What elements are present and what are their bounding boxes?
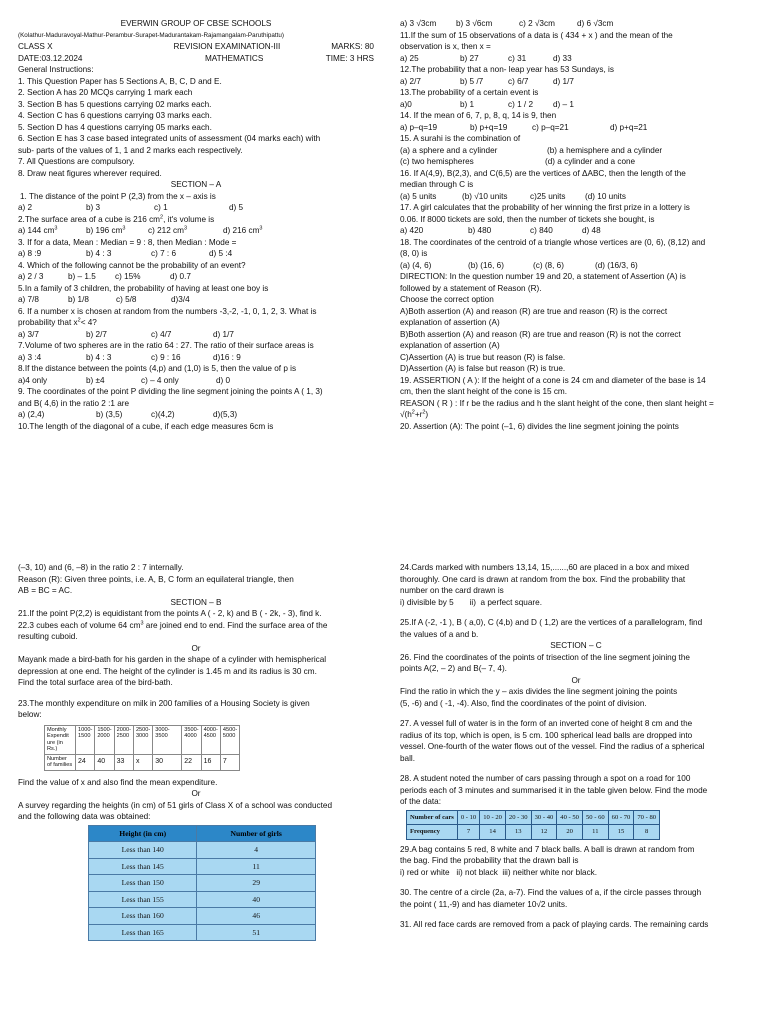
- question-20: 20. Assertion (A): The point (–1, 6) divides the line segment joining the points: [400, 421, 679, 431]
- table-cell: 2000-2500: [114, 725, 133, 754]
- table-cell: x: [133, 754, 152, 770]
- option: b) 1/8: [68, 295, 89, 304]
- question-26-alt: (5, -6) and ( -1, -4). Also, find the coordinates of the point of division.: [400, 698, 647, 708]
- question-7: 7.Volume of two spheres are in the ratio 64 : 27. The ratio of their surface areas is: [18, 341, 314, 350]
- option: c) 6/7: [508, 76, 529, 86]
- question-24-line3: number on the card drawn is: [400, 586, 504, 595]
- superscript: 2: [160, 213, 164, 220]
- option: a) 3 :4: [18, 352, 42, 362]
- table-cell: 29: [197, 875, 316, 892]
- question-9: 9. The coordinates of the point P dividing the line segment joining the points A ( 1, 3): [18, 387, 323, 396]
- table-cell: 70 - 80: [634, 810, 660, 825]
- table-cell: Less than 165: [89, 924, 197, 941]
- table-cell: 40: [95, 754, 114, 770]
- page2-right-column: [400, 562, 752, 931]
- option: (d) 10 units: [585, 191, 626, 201]
- question-27-line3: vessel. One-fourth of the water flows out of the vessel. Find the radius of a spherical: [400, 742, 705, 751]
- table-cell: 11: [582, 825, 608, 840]
- question-15: 15. A surahi is the combination of: [400, 134, 521, 143]
- table-cell: 8: [634, 825, 660, 840]
- question-15-options-2: [400, 156, 752, 168]
- question-6: 6. If a number x is chosen at random from the numbers -3,-2, -1, 0, 1, 2, 3. What is: [18, 306, 317, 316]
- table-header: Height (in cm): [89, 825, 197, 842]
- table-cell: 1500-2000: [95, 725, 114, 754]
- table-header-row: [89, 825, 316, 842]
- question-15-options-1: [400, 145, 752, 157]
- question-22: [18, 620, 374, 632]
- table-cell: 40: [197, 891, 316, 908]
- table-cell: 40 - 50: [557, 810, 583, 825]
- option: (c) (8, 6): [533, 260, 564, 270]
- table-row: [45, 725, 240, 754]
- table-cell: 22: [182, 754, 201, 770]
- table-cell: 7: [457, 825, 479, 840]
- question-1: 1. The distance of the point P (2,3) from the x – axis is: [20, 191, 216, 201]
- question-17-line2: 0.06. If 8000 tickets are sold, then the number of tickets she bought, is: [400, 214, 655, 224]
- question-7-options: [18, 352, 374, 364]
- marks-label: MARKS: 80: [331, 42, 374, 51]
- question-28: 28. A student noted the number of cars passing through a spot on a road for 100: [400, 774, 691, 783]
- option: c) 5/8: [116, 295, 137, 304]
- option: [148, 225, 223, 237]
- option: [86, 225, 148, 237]
- or-separator: Or: [191, 789, 201, 798]
- question-29-line2: the bag. Find the probability that the drawn ball is: [400, 856, 579, 865]
- assertion-option-d: D)Assertion (A) is false but reason (R) is true.: [400, 364, 566, 373]
- question-6-options: [18, 329, 374, 341]
- question-20-cont: (–3, 10) and (6, –8) in the ratio 2 : 7 internally.: [18, 563, 184, 572]
- option: (b) (16, 6): [468, 260, 504, 270]
- question-16: 16. If A(4,9), B(2,3), and C(6,5) are the vertices of ΔABC, then the length of the: [400, 168, 686, 178]
- option: c) 15%: [115, 272, 141, 281]
- option: d)16 : 9: [213, 352, 241, 362]
- subject-label: MATHEMATICS: [204, 53, 264, 63]
- option: d) – 1: [553, 99, 574, 109]
- question-28-line3: of the data:: [400, 797, 441, 806]
- table-cell: 4500-5000: [220, 725, 239, 754]
- question-19-line2: cm, then the slant height of the cone is 15 cm.: [400, 387, 568, 396]
- option: (d) (16/3, 6): [595, 260, 638, 270]
- question-3-options: [18, 248, 374, 260]
- table-header: Number of cars: [407, 810, 458, 825]
- option: b) 3: [86, 203, 101, 212]
- option: b) 1: [460, 99, 475, 109]
- question-10: 10.The length of the diagonal of a cube, if each edge measures 6cm is: [18, 421, 274, 431]
- superscript: 2: [422, 409, 426, 416]
- school-name: EVERWIN GROUP OF CBSE SCHOOLS: [120, 19, 272, 28]
- option: (d) a cylinder and a cone: [545, 157, 636, 166]
- option: (b) √10 units: [462, 191, 508, 201]
- section-b-heading: SECTION – B: [170, 597, 222, 607]
- option: c) 4/7: [151, 329, 172, 339]
- option: c) p–q=21: [532, 122, 569, 132]
- question-2-text-end: , it's volume is: [163, 214, 215, 224]
- option: b) ±4: [86, 375, 105, 385]
- question-2-options: [18, 225, 374, 237]
- option: (a) a sphere and a cylinder: [400, 145, 498, 155]
- question-8-options: [18, 375, 374, 387]
- instruction-line: 6. Section E has 3 case based integrated units of assessment (04 marks each) with: [18, 134, 321, 143]
- exam-label: REVISION EXAMINATION-III: [173, 42, 281, 51]
- question-19-reason: REASON ( R ) : If r be the radius and h the slant height of the cone, then slant height =: [400, 398, 714, 408]
- option: c) 9 : 16: [151, 352, 181, 362]
- option: b) 4 : 3: [86, 249, 112, 258]
- question-25: 25.If A (-2, -1 ), B ( a,0), C (4,b) and D ( 1,2) are the vertices of a parallelogram, find: [400, 618, 703, 627]
- or-separator: Or: [571, 675, 581, 685]
- superscript: 2: [411, 409, 415, 416]
- or-separator: Or: [191, 643, 201, 653]
- formula-part: ): [425, 410, 429, 419]
- option: (a) (4, 6): [400, 260, 432, 270]
- school-branches: (Kolathur-Maduravoyal-Mathur-Perambur-Surapet-Madurantakam-Rajamangalam-Paruthipattu): [18, 31, 284, 39]
- table-row: [407, 825, 660, 840]
- option: d) 5: [229, 203, 244, 212]
- option: a) 420: [400, 226, 424, 235]
- option: b) 3 √6cm: [456, 19, 493, 28]
- cars-frequency-table: [406, 810, 660, 840]
- question-16-options: [400, 191, 752, 203]
- table-cell: Less than 160: [89, 908, 197, 925]
- question-18-options: [400, 260, 752, 272]
- question-26-alt: Find the ratio in which the y – axis divides the line segment joining the points: [400, 687, 678, 696]
- question-27: 27. A vessel full of water is in the form of an inverted cone of height 8 cm and the: [400, 719, 693, 728]
- instruction-line: 7. All Questions are compulsory.: [18, 157, 135, 166]
- option: (c) two hemispheres: [400, 157, 474, 166]
- section-a-heading: SECTION – A: [170, 180, 222, 189]
- option: a) 3 √3cm: [400, 19, 437, 28]
- option: a) 2 / 3: [18, 272, 44, 281]
- question-14-options: [400, 122, 752, 134]
- superscript: 2: [77, 317, 81, 324]
- option: [18, 225, 86, 237]
- option: d) 48: [582, 226, 601, 235]
- table-cell: 0 - 10: [457, 810, 479, 825]
- table-header: Number of girls: [197, 825, 316, 842]
- table-cell: 3500-4000: [182, 725, 201, 754]
- question-29: 29.A bag contains 5 red, 8 white and 7 black balls. A ball is drawn at random from: [400, 844, 695, 854]
- question-23-ask: Find the value of x and also find the mean expenditure.: [18, 777, 218, 787]
- table-cell: 11: [197, 858, 316, 875]
- table-cell: 16: [201, 754, 220, 770]
- question-12: 12.The probability that a non- leap year has 53 Sundays, is: [400, 65, 614, 74]
- instructions-title: General Instructions:: [18, 65, 94, 74]
- header-row-2: [18, 53, 374, 65]
- option: d) 1/7: [553, 76, 574, 86]
- option: d) 5 :4: [209, 249, 233, 258]
- question-6-line2: [18, 317, 374, 329]
- superscript: 3: [183, 225, 188, 232]
- option: d) 0: [216, 375, 231, 385]
- question-22-alt: Find the total surface area of the bird-bath.: [18, 678, 173, 687]
- table-cell: Less than 140: [89, 842, 197, 859]
- option: d)3/4: [171, 295, 190, 304]
- table-cell: 7: [220, 754, 239, 770]
- formula-part: +r: [414, 410, 423, 419]
- question-19: 19. ASSERTION ( A ): If the height of a cone is 24 cm and diameter of the base is 14: [400, 375, 706, 385]
- table-cell: 30 - 40: [531, 810, 557, 825]
- question-6-text: probability that x: [18, 318, 78, 327]
- option: a) 8 :9: [18, 249, 42, 258]
- question-26-line2: points A(2, – 2) and B(– 7, 4).: [400, 664, 507, 673]
- question-10-options: [400, 18, 752, 30]
- question-13-options: [400, 99, 752, 111]
- question-23-line2: below:: [18, 710, 42, 719]
- superscript: 3: [122, 225, 126, 232]
- table-row: [89, 924, 316, 941]
- option: b) 4 : 3: [86, 352, 112, 362]
- table-cell: 3000-3500: [153, 725, 182, 754]
- question-21: 21.If the point P(2,2) is equidistant from the points A ( - 2, k) and B ( - 2k, - 3), find k.: [18, 609, 322, 618]
- question-1-options: [18, 202, 374, 214]
- question-4-options: [18, 271, 374, 283]
- option: c)25 units: [530, 191, 566, 201]
- option: d) p+q=21: [610, 122, 648, 132]
- option: [223, 225, 262, 237]
- table-row: [89, 908, 316, 925]
- assertion-option-a-cont: explanation of assertion (A): [400, 318, 500, 327]
- assertion-option-b-cont: explanation of assertion (A): [400, 341, 500, 350]
- question-27-line4: ball.: [400, 753, 416, 763]
- table-cell: 1000-1500: [76, 725, 95, 754]
- direction-line: DIRECTION: In the question number 19 and 20, a statement of Assertion (A) is: [400, 272, 686, 281]
- question-9-options: [18, 409, 374, 421]
- option: a) 7/8: [18, 295, 39, 304]
- time-label: TIME: 3 HRS: [325, 53, 374, 63]
- question-8: 8.If the distance between the points (4,p) and (1,0) is 5, then the value of p is: [18, 364, 297, 373]
- option: c) 1 / 2: [508, 99, 534, 109]
- table-row: [45, 754, 240, 770]
- question-24: 24.Cards marked with numbers 13,14, 15,......,60 are placed in a box and mixed: [400, 563, 689, 572]
- option: d)(5,3): [213, 410, 238, 419]
- page1-right-column: [400, 18, 752, 432]
- question-17-options: [400, 225, 752, 237]
- option: a)0: [400, 99, 412, 109]
- question-29-parts: i) red or white ii) not black iii) neither white nor black.: [400, 867, 598, 877]
- header-row-1: [18, 41, 374, 53]
- question-11-options: [400, 53, 752, 65]
- question-23: 23.The monthly expenditure on milk in 200 families of a Housing Society is given: [18, 698, 310, 708]
- question-11-line2: observation is x, then x =: [400, 42, 491, 51]
- option: c) – 4 only: [141, 375, 179, 385]
- option: c) 840: [530, 226, 553, 235]
- question-25-line2: the values of a and b.: [400, 629, 479, 639]
- question-22-alt: depression at one end. The height of the cylinder is 1.45 m and its radius is 30 cm.: [18, 666, 317, 676]
- question-18-line2: (8, 0) is: [400, 249, 428, 258]
- question-30-line2: the point ( 11,-9) and has diameter 10√2 units.: [400, 899, 568, 909]
- option: b) 27: [460, 53, 479, 63]
- option: a)4 only: [18, 375, 48, 385]
- formula-part: √(h: [400, 410, 412, 419]
- option: a) 3/7: [18, 329, 39, 339]
- table-cell: 15: [608, 825, 634, 840]
- question-19-formula: [400, 409, 752, 421]
- option: c) 1: [154, 203, 168, 212]
- option: a) 2/7: [400, 76, 421, 86]
- question-14: 14. If the mean of 6, 7, p, 8, q, 14 is 9, then: [400, 111, 557, 120]
- question-26: 26. Find the coordinates of the points of trisection of the line segment joining the: [400, 652, 690, 662]
- option: b) – 1.5: [68, 272, 96, 281]
- question-20-reason-cont: AB = BC = AC.: [18, 586, 73, 595]
- option-text: d) 216 cm: [223, 226, 260, 235]
- option: b) p+q=19: [470, 122, 508, 132]
- question-20-reason: Reason (R): Given three points, i.e. A, B, C form an equilateral triangle, then: [18, 574, 294, 584]
- table-cell: Monthly Expendit ure (in Rs.): [45, 725, 76, 754]
- table-cell: 10 - 20: [480, 810, 506, 825]
- table-cell: 20 - 30: [505, 810, 531, 825]
- question-5-options: [18, 294, 374, 306]
- assertion-option-a: A)Both assertion (A) and reason (R) are true and reason (R) is the correct: [400, 306, 668, 316]
- option: d) 0.7: [170, 272, 191, 281]
- instruction-line: sub- parts of the values of 1, 1 and 2 marks each respectively.: [18, 145, 243, 155]
- option: (b) a hemisphere and a cylinder: [547, 145, 663, 155]
- superscript: 3: [259, 225, 263, 232]
- table-row: [89, 891, 316, 908]
- option: b) (3,5): [96, 410, 123, 419]
- direction-line: Choose the correct option: [400, 295, 494, 304]
- heights-table: [88, 825, 316, 942]
- table-cell: 4000-4500: [201, 725, 220, 754]
- table-row: [407, 810, 660, 825]
- instruction-line: 1. This Question Paper has 5 Sections A, B, C, D and E.: [18, 76, 222, 86]
- question-12-options: [400, 76, 752, 88]
- superscript: 3: [54, 225, 58, 232]
- question-31: 31. All red face cards are removed from a pack of playing cards. The remaining cards: [400, 920, 709, 929]
- question-24-line2: thoroughly. One card is drawn at random from the box. Find the probability that: [400, 574, 686, 584]
- instruction-line: 5. Section D has 4 questions carrying 05 marks each.: [18, 122, 212, 132]
- option: d) 6 √3cm: [577, 19, 614, 28]
- question-9-line2: and B( 4,6) in the ratio 2 :1 are: [18, 398, 130, 408]
- table-cell: 33: [114, 754, 133, 770]
- table-cell: 46: [197, 908, 316, 925]
- class-label: CLASS X: [18, 42, 53, 51]
- question-22-text: 22.3 cubes each of volume 64 cm: [18, 620, 141, 630]
- question-2-text: 2.The surface area of a cube is 216 cm: [18, 214, 160, 224]
- option: c) 7 : 6: [151, 249, 177, 258]
- option: d) 33: [553, 53, 572, 63]
- instruction-line: 3. Section B has 5 questions carrying 02 marks each.: [18, 99, 212, 109]
- table-cell: 51: [197, 924, 316, 941]
- table-cell: 14: [480, 825, 506, 840]
- superscript: 3: [140, 619, 144, 626]
- table-cell: 13: [505, 825, 531, 840]
- table-cell: 60 - 70: [608, 810, 634, 825]
- table-cell: 50 - 60: [582, 810, 608, 825]
- question-13: 13.The probability of a certain event is: [400, 88, 539, 97]
- table-header: Frequency: [407, 825, 458, 840]
- question-3: 3. If for a data, Mean : Median = 9 : 8, then Median : Mode =: [18, 237, 237, 247]
- table-cell: Less than 145: [89, 858, 197, 875]
- option: a) 2: [18, 203, 33, 212]
- option: b) 2/7: [86, 329, 107, 339]
- section-c-heading: SECTION – C: [550, 641, 602, 650]
- table-cell: Number of families: [45, 754, 76, 770]
- question-6-text-end: < 4?: [80, 318, 97, 327]
- question-23-alt: A survey regarding the heights (in cm) of 51 girls of Class X of a school was conducted: [18, 800, 333, 810]
- page1-left-column: [18, 18, 374, 432]
- question-22-line2: resulting cuboid.: [18, 632, 78, 641]
- instruction-line: 2. Section A has 20 MCQs carrying 1 mark each: [18, 88, 193, 97]
- question-24-parts: i) divisible by 5 ii) a perfect square.: [400, 597, 542, 607]
- option: a) (2,4): [18, 410, 45, 419]
- option: b) 480: [468, 226, 492, 235]
- option-text: c) 212 cm: [148, 226, 184, 235]
- assertion-option-b: B)Both assertion (A) and reason (R) are true and reason (R) is not the correct: [400, 329, 681, 339]
- instruction-line: 8. Draw neat figures wherever required.: [18, 168, 162, 178]
- instruction-line: 4. Section C has 6 questions carrying 03 marks each.: [18, 111, 212, 120]
- question-16-line2: median through C is: [400, 180, 474, 189]
- option-text: b) 196 cm: [86, 226, 123, 235]
- direction-line: followed by a statement of Reason (R).: [400, 283, 542, 293]
- table-cell: Less than 150: [89, 875, 197, 892]
- question-18: 18. The coordinates of the centroid of a triangle whose vertices are (0, 6), (8,12) and: [400, 237, 706, 247]
- question-28-line2: periods each of 3 minutes and summarised it in the table given below. Find the mode: [400, 785, 708, 795]
- table-cell: 2500-3000: [133, 725, 152, 754]
- option: a) p–q=19: [400, 122, 438, 132]
- table-cell: Less than 155: [89, 891, 197, 908]
- table-row: [89, 858, 316, 875]
- table-cell: 12: [531, 825, 557, 840]
- option-text: a) 144 cm: [18, 226, 55, 235]
- option: d) 1/7: [213, 329, 234, 339]
- expenditure-table: [44, 725, 240, 771]
- date-label: DATE:03.12.2024: [18, 53, 83, 63]
- question-22-text-end: are joined end to end. Find the surface area of the: [143, 620, 328, 630]
- question-11: 11.If the sum of 15 observations of a data is ( 434 + x ) and the mean of the: [400, 30, 673, 40]
- table-row: [89, 875, 316, 892]
- table-cell: 20: [557, 825, 583, 840]
- option: c) 2 √3cm: [519, 19, 555, 28]
- question-23-alt: and the following data was obtained:: [18, 812, 151, 821]
- question-5: 5.In a family of 3 children, the probability of having at least one boy is: [18, 283, 269, 293]
- question-4: 4. Which of the following cannot be the probability of an event?: [18, 260, 246, 270]
- option: c)(4,2): [151, 410, 175, 419]
- table-row: [89, 842, 316, 859]
- option: (a) 5 units: [400, 191, 437, 201]
- question-2: [18, 214, 374, 226]
- option: b) 5 /7: [460, 76, 484, 86]
- table-cell: 4: [197, 842, 316, 859]
- question-27-line2: radius of its top, which is open, is 5 cm. 100 spherical lead balls are dropped into: [400, 730, 693, 740]
- question-17: 17. A girl calculates that the probability of her winning the first prize in a lottery is: [400, 203, 690, 212]
- option: a) 25: [400, 53, 419, 63]
- page2-left-column: [18, 562, 374, 941]
- option: c) 31: [508, 53, 527, 63]
- table-cell: 24: [76, 754, 95, 770]
- question-22-alt: Mayank made a bird-bath for his garden in the shape of a cylinder with hemispherical: [18, 655, 327, 664]
- table-cell: 30: [153, 754, 182, 770]
- question-30: 30. The centre of a circle (2a, a-7). Find the values of a, if the circle passes through: [400, 888, 702, 897]
- assertion-option-c: C)Assertion (A) is true but reason (R) is false.: [400, 352, 566, 362]
